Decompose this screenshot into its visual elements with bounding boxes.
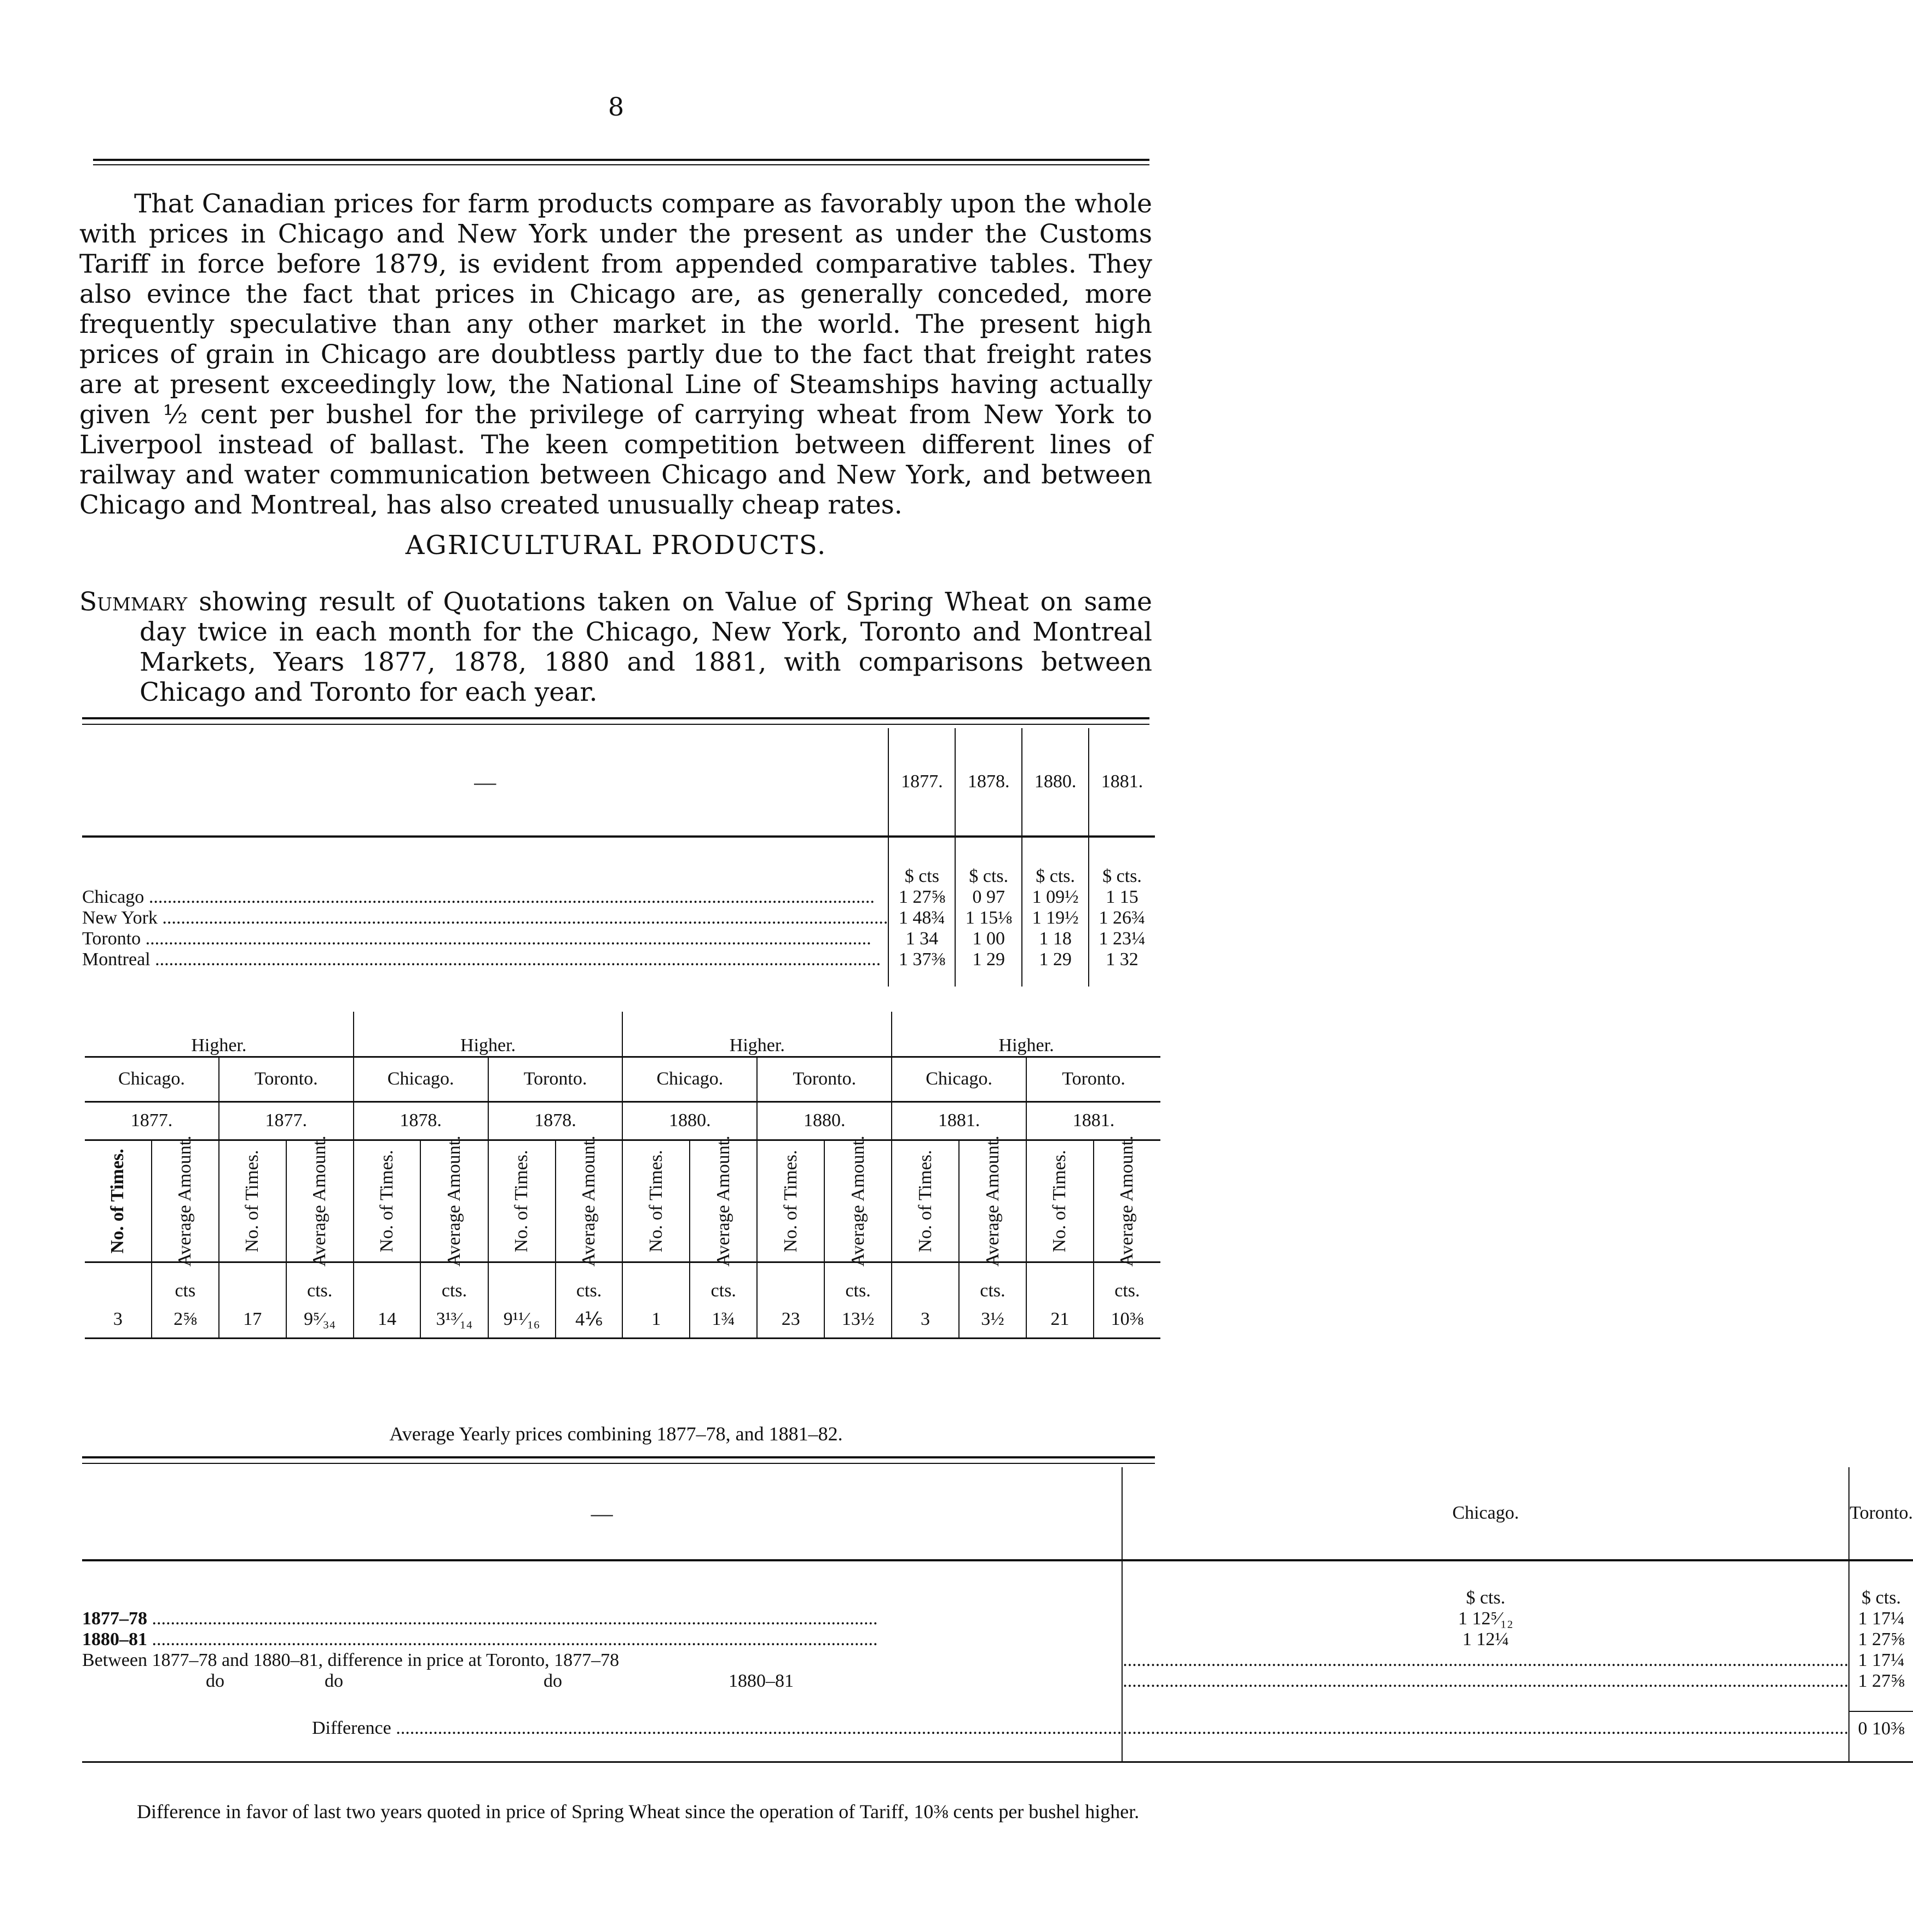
average-row [82, 1671, 1913, 1692]
ditto-mark: do [544, 1671, 562, 1691]
market-row [85, 1057, 1160, 1101]
unit-1880: $ cts. [1022, 838, 1089, 887]
price-row [82, 928, 1155, 949]
higher-row [85, 1012, 1160, 1057]
price-cell: 1 15 [1089, 887, 1155, 908]
market-name: New York [82, 908, 158, 928]
group-market: Chicago. [892, 1057, 1026, 1101]
unit-label: cts. [824, 1263, 892, 1301]
group-year: 1878. [488, 1101, 623, 1140]
higher-label: Higher. [622, 1012, 892, 1057]
ditto-mark: do [206, 1671, 224, 1691]
average-label: 1880–81 [82, 1629, 147, 1650]
group-year: 1881. [892, 1101, 1026, 1140]
price-cell: 1 37⅜ [888, 949, 955, 970]
table1-top-rule-thin [82, 724, 1149, 725]
average-units-row [82, 1561, 1913, 1608]
difference-row [82, 1711, 1913, 1745]
col-head-amount: Average Amount. [824, 1140, 892, 1262]
market-name: Montreal [82, 949, 151, 970]
unit-1878: $ cts. [955, 838, 1022, 887]
amount-value: 2⅝ [152, 1301, 219, 1339]
unit-label: cts. [286, 1263, 354, 1301]
times-value: 14 [354, 1301, 421, 1339]
col-head-times: No. of Times. [219, 1140, 286, 1262]
amount-value: 3½ [959, 1301, 1026, 1339]
col-head-amount: Average Amount. [690, 1140, 757, 1262]
col-head-times: No. of Times. [1026, 1140, 1094, 1262]
section-heading: AGRICULTURAL PRODUCTS. [405, 530, 827, 561]
times-value: 17 [219, 1301, 286, 1339]
market-name: Toronto [82, 928, 141, 949]
average-table [82, 1467, 1913, 1763]
group-market: Chicago. [622, 1057, 757, 1101]
price-units-row [82, 838, 1155, 887]
times-value: 23 [757, 1301, 824, 1339]
year-1877: 1877. [888, 728, 955, 837]
times-value: 3 [892, 1301, 959, 1339]
unit-1877: $ cts [888, 838, 955, 887]
price-cell: 1 19½ [1022, 908, 1089, 928]
price-cell: 1 27⅝ [888, 887, 955, 908]
difference-label: Difference [312, 1718, 391, 1738]
market-name: Chicago [82, 887, 145, 907]
period-label: 1880–81 [729, 1671, 794, 1691]
group-market: Toronto. [757, 1057, 892, 1101]
year-row [85, 1101, 1160, 1140]
average-corner: — [591, 1501, 613, 1526]
col-head-times: No. of Times. [757, 1140, 824, 1262]
average-header [82, 1467, 1913, 1560]
price-cell: 1 29 [1022, 949, 1089, 970]
intro-paragraph [79, 189, 1152, 520]
col-head-times: No. of Times. [107, 1148, 128, 1254]
comparison-table [85, 1012, 1160, 1339]
price-row [82, 908, 1155, 928]
amount-value: 9⁵⁄₃₄ [286, 1301, 354, 1339]
col-head-amount: Average Amount. [1094, 1140, 1160, 1262]
group-market: Toronto. [488, 1057, 623, 1101]
price-cell: 1 09½ [1022, 887, 1089, 908]
times-value: 3 [113, 1308, 123, 1329]
year-1878: 1878. [955, 728, 1022, 837]
price-cell: 1 32 [1089, 949, 1155, 970]
price-cell: 1 29 [955, 949, 1022, 970]
page-number: 8 [608, 92, 625, 122]
unit-chicago: $ cts. [1122, 1561, 1849, 1608]
intro-text: That Canadian prices for farm products compare as favorably upon the whole with prices in Chicago and New York under the present as under the Customs Tariff in force before 1879, is evident from appended comparative tables. They also evince the fact that prices in Chicago are, as generally conceded, more frequently speculative than any other market in the world. The present high prices of grain in Chicago are doubtless partly due to the fact that freight rates are at present exceedingly low, the National Line of Steamships having actually given ½ cent per bushel for the privilege of carrying wheat from New York to Liverpool instead of ballast. The keen competition between different lines of railway and water communication between Chicago and New York, and between Chicago and Montreal, has also created unusually cheap rates. [79, 189, 1152, 520]
footnote-text: Difference in favor of last two years quoted in price of Spring Wheat since the operation of Tariff, 10⅜ cents per bushel higher. [137, 1801, 1140, 1823]
average-chicago: 1 12⁵⁄₁₂ [1122, 1608, 1849, 1629]
unit-label: cts. [690, 1263, 757, 1301]
group-market: Chicago. [354, 1057, 488, 1101]
group-year: 1880. [622, 1101, 757, 1140]
times-value: 9¹¹⁄₁₆ [488, 1301, 556, 1339]
col-head-amount: Average Amount. [420, 1140, 488, 1262]
price-cell: 0 97 [955, 887, 1022, 908]
values-row [85, 1301, 1160, 1339]
top-rule-thin [93, 164, 1149, 165]
unit-label: cts. [1094, 1263, 1160, 1301]
price-cell: 1 26¾ [1089, 908, 1155, 928]
col-head-amount: Average Amount. [286, 1140, 354, 1262]
difference-value: 0 10⅜ [1849, 1711, 1913, 1745]
higher-label: Higher. [354, 1012, 623, 1057]
price-row [82, 887, 1155, 908]
unit-label: cts. [420, 1263, 488, 1301]
price-row [82, 949, 1155, 970]
table3-top-rule [82, 1456, 1155, 1458]
column-heads-row [85, 1140, 1160, 1262]
unit-label: cts [152, 1263, 219, 1301]
times-value: 21 [1026, 1301, 1094, 1339]
group-market: Toronto. [1026, 1057, 1160, 1101]
col-head-amount: Average Amount. [152, 1140, 219, 1262]
average-toronto: 1 17¼ [1849, 1650, 1913, 1671]
average-toronto: 1 27⅝ [1849, 1671, 1913, 1692]
average-toronto: 1 17¼ [1849, 1608, 1913, 1629]
ditto-mark: do [325, 1671, 343, 1691]
average-label: Between 1877–78 and 1880–81, difference in price at Toronto, 1877–78 [82, 1650, 620, 1670]
unit-label: cts. [556, 1263, 623, 1301]
price-cell: 1 48¾ [888, 908, 955, 928]
unit-1881: $ cts. [1089, 838, 1155, 887]
higher-label: Higher. [892, 1012, 1160, 1057]
summary [79, 587, 1152, 707]
col-head-times: No. of Times. [488, 1140, 556, 1262]
group-year: 1881. [1026, 1101, 1160, 1140]
col-head-amount: Average Amount. [556, 1140, 623, 1262]
summary-text: showing result of Quotations taken on Value of Spring Wheat on same day twice in each month for the Chicago, New York, Toronto and Montreal Markets, Years 1877, 1878, 1880 and 1881, with comparisons between Chicago and Toronto for each year. [140, 587, 1152, 707]
table1-top-rule [82, 717, 1149, 719]
group-year: 1878. [354, 1101, 488, 1140]
group-market: Toronto. [219, 1057, 354, 1101]
price-cell: 1 15⅛ [955, 908, 1022, 928]
price-cell: 1 00 [955, 928, 1022, 949]
units-row [85, 1263, 1160, 1301]
col-head-times: No. of Times. [354, 1140, 421, 1262]
price-cell: 1 34 [888, 928, 955, 949]
average-row [82, 1629, 1913, 1650]
group-year: 1877. [85, 1101, 219, 1140]
year-1881: 1881. [1089, 728, 1155, 837]
amount-value: 1¾ [690, 1301, 757, 1339]
average-toronto: 1 27⅝ [1849, 1629, 1913, 1650]
group-year: 1880. [757, 1101, 892, 1140]
price-cell: 1 18 [1022, 928, 1089, 949]
price-table-corner: — [474, 769, 496, 794]
col-head-times: No. of Times. [622, 1140, 690, 1262]
average-row [82, 1608, 1913, 1629]
col-head-amount: Average Amount. [959, 1140, 1026, 1262]
average-label: 1877–78 [82, 1608, 147, 1629]
col-toronto: Toronto. [1849, 1467, 1913, 1560]
amount-value: 13½ [824, 1301, 892, 1339]
top-rule [93, 159, 1149, 161]
group-year: 1877. [219, 1101, 354, 1140]
amount-value: 3¹³⁄₁₄ [420, 1301, 488, 1339]
price-table [82, 728, 1155, 987]
col-head-times: No. of Times. [892, 1140, 959, 1262]
unit-label: cts. [959, 1263, 1026, 1301]
col-chicago: Chicago. [1122, 1467, 1849, 1560]
average-caption: Average Yearly prices combining 1877–78, and 1881–82. [389, 1423, 843, 1445]
footnote [82, 1800, 1171, 1823]
unit-toronto: $ cts. [1849, 1561, 1913, 1608]
price-cell: 1 23¼ [1089, 928, 1155, 949]
price-table-header [82, 728, 1155, 837]
average-chicago: 1 12¼ [1122, 1629, 1849, 1650]
higher-label: Higher. [85, 1012, 354, 1057]
table3-top-rule-thin [82, 1463, 1155, 1464]
amount-value: 4⅙ [556, 1301, 623, 1339]
year-1880: 1880. [1022, 728, 1089, 837]
amount-value: 10⅜ [1094, 1301, 1160, 1339]
group-market: Chicago. [85, 1057, 219, 1101]
summary-lead: Summary [79, 587, 188, 617]
average-row [82, 1650, 1913, 1671]
times-value: 1 [622, 1301, 690, 1339]
